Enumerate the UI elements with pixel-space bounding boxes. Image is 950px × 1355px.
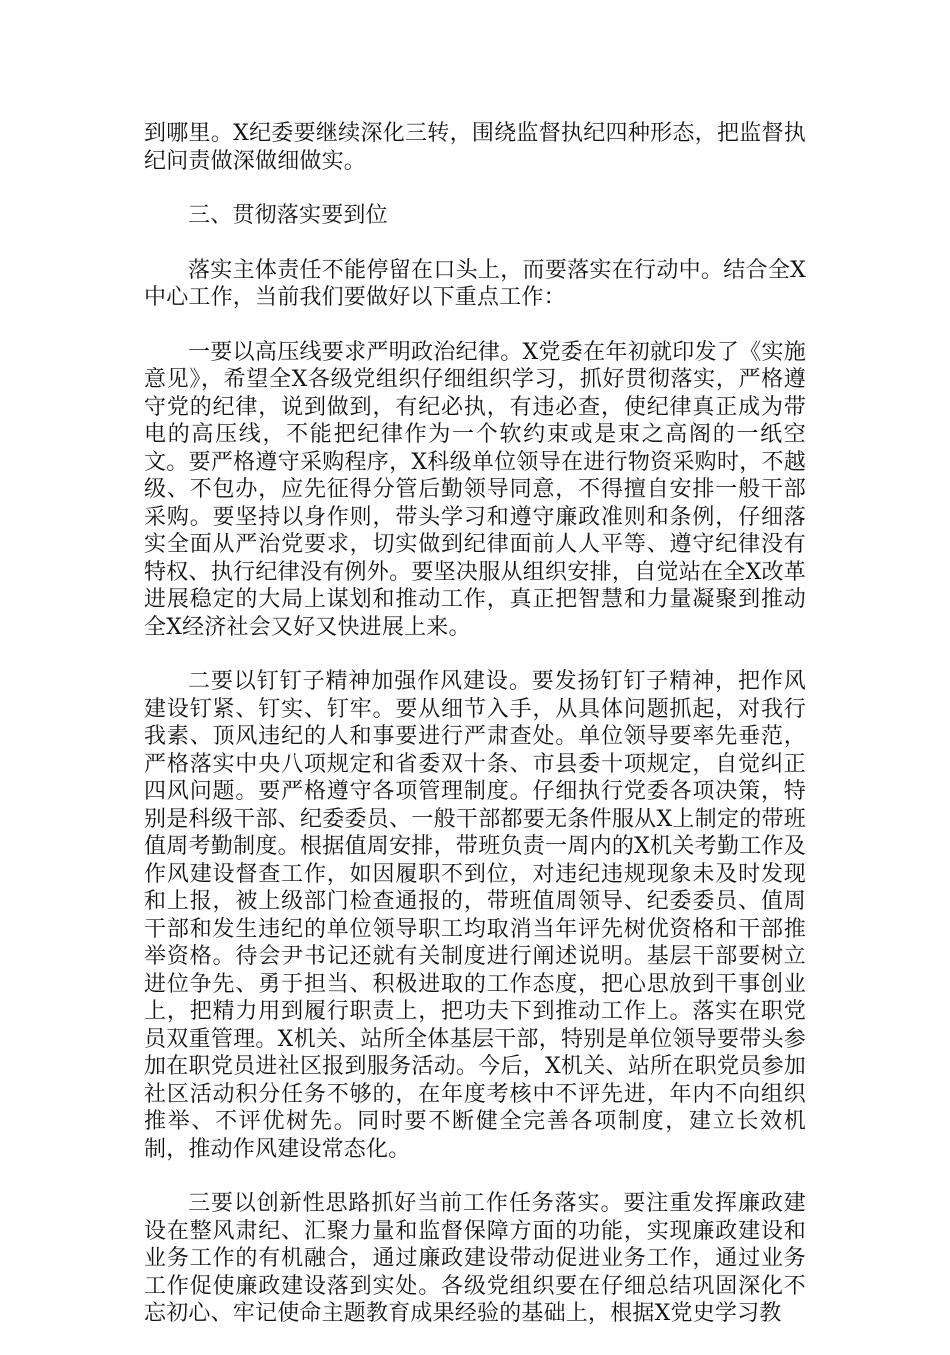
document-page xyxy=(144,120,806,1355)
paragraph-work-style: 二要以钉钉子精神加强作风建设。要发扬钉钉子精神，把作风建设钉紧、钉实、钉牢。要从细节入手，从具体问题抓起，对我行我素、顶风违纪的人和事要进行严肃查处。单位领导要率先垂范，严格落实中央八项规定和省委双十条、市县委十项规定，自觉纠正四风问题。要严格遵守各项管理制度。仔细执行党委各项决策，特别是科级干部、纪委委员、一般干部都要无条件服从X上制定的带班值周考勤制度。根据值周安排，带班负责一周内的X机关考勤工作及作风建设督查工作，如因履职不到位，对违纪违规现象未及时发现和上报，被上级部门检查通报的，带班值周领导、纪委委员、值周干部和发生违纪的单位领导职工均取消当年评先树优资格和干部推举资格。待会尹书记还就有关制度进行阐述说明。基层干部要树立进位争先、勇于担当、积极进取的工作态度，把心思放到干事创业上，把精力用到履行职责上，把功夫下到推动工作上。落实在职党员双重管理。X机关、站所全体基层干部，特别是单位领导要带头参加在职党员进社区报到服务活动。今后，X机关、站所在职党员参加社区活动积分任务不够的，在年度考核中不评先进，年内不向组织推举、不评优树先。同时要不断健全完善各项制度，建立长效机制，推动作风建设常态化。 xyxy=(144,669,806,1162)
section-heading: 三、贯彻落实要到位 xyxy=(188,203,388,228)
paragraph-political-discipline: 一要以高压线要求严明政治纪律。X党委在年初就印发了《实施意见》，希望全X各级党组织仔细组织学习，抓好贯彻落实，严格遵守党的纪律，说到做到，有纪必执，有违必查，使纪律真正成为带电的高压线，不能把纪律作为一个软约束或是束之高阁的一纸空文。要严格遵守采购程序，X科级单位领导在进行物资采购时，不越级、不包办，应先征得分管后勤领导同意，不得擅自安排一般干部采购。要坚持以身作则，带头学习和遵守廉政准则和条例，仔细落实全面从严治党要求，切实做到纪律面前人人平等、遵守纪律没有特权、执行纪律没有例外。要坚决服从组织安排，自觉站在全X改革进展稳定的大局上谋划和推动工作，真正把智慧和力量凝聚到推动全X经济社会又好又快进展上来。 xyxy=(144,339,806,640)
continued-paragraph: 到哪里。X纪委要继续深化三转，围绕监督执纪四种形态，把监督执纪问责做深做细做实。 xyxy=(144,121,806,174)
paragraph-intro: 落实主体责任不能停留在口头上，而要落实在行动中。结合全X中心工作，当前我们要做好以下重点工作： xyxy=(144,257,806,310)
paragraph-innovation: 三要以创新性思路抓好当前工作任务落实。要注重发挥廉政建设在整风肃纪、汇聚力量和监督保障方面的功能，实现廉政建设和业务工作的有机融合，通过廉政建设带动促进业务工作，通过业务工作促使廉政建设落到实处。各级党组织要在仔细总结巩固深化不忘初心、牢记使命主题教育成果经验的基础上，根据X党史学习教 xyxy=(144,1191,806,1326)
